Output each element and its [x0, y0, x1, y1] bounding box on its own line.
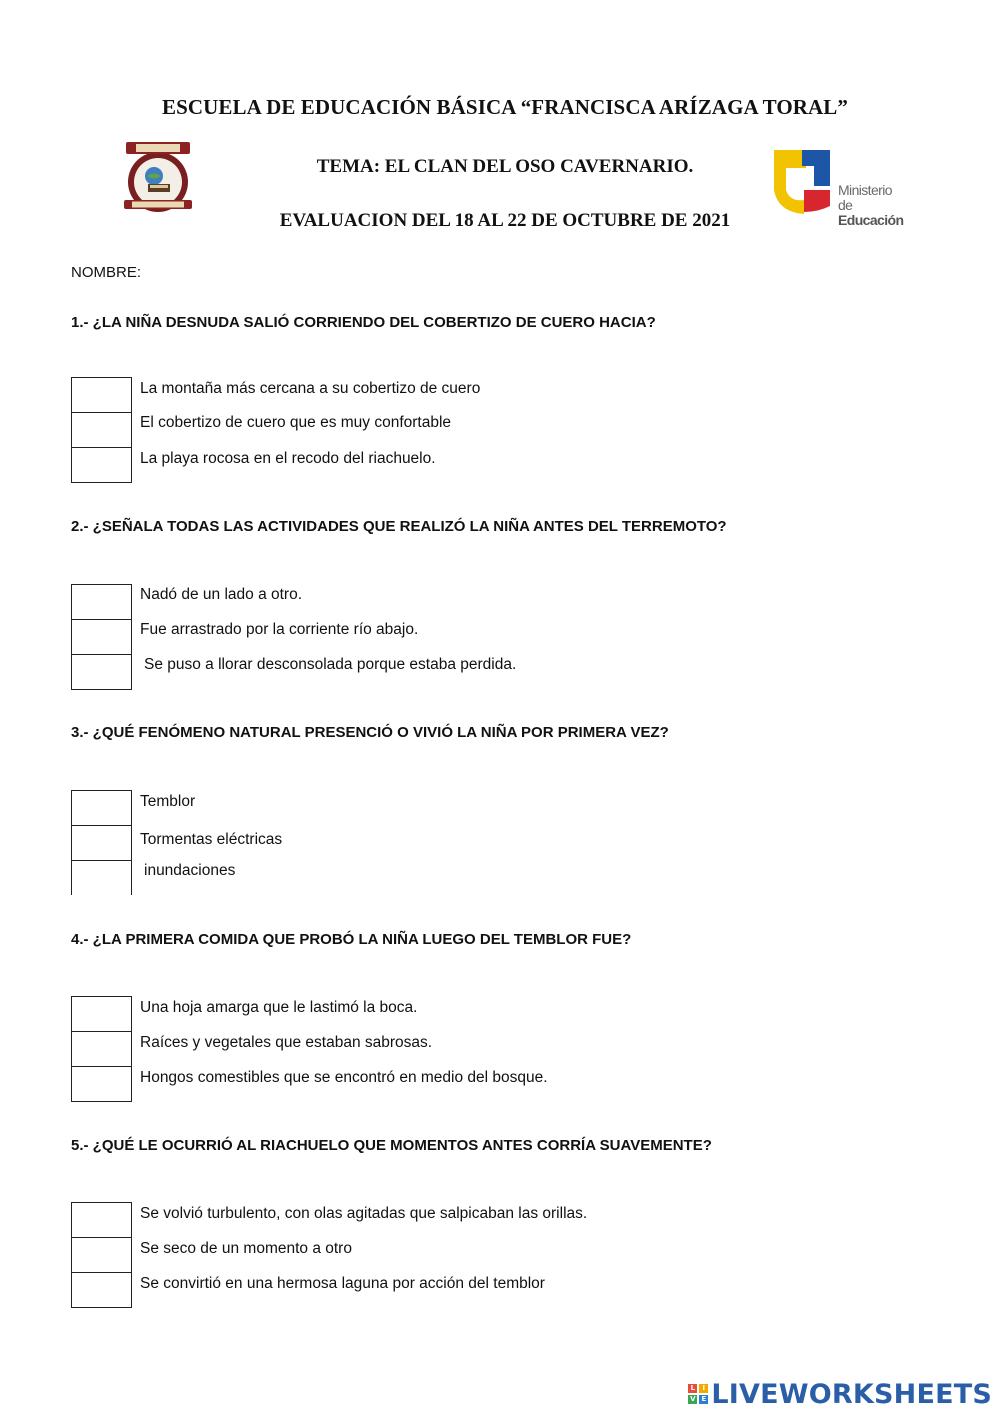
ministry-line2-prefix: de: [838, 197, 853, 213]
option-text-5a: Se volvió turbulento, con olas agitadas que salpicaban las orillas.: [140, 1205, 588, 1222]
answer-checkbox-5a[interactable]: [71, 1202, 132, 1237]
answer-checkbox-1c[interactable]: [71, 447, 132, 483]
option-text-5b: Se seco de un momento a otro: [140, 1240, 352, 1257]
liveworksheets-grid-icon: [688, 1384, 708, 1404]
answer-checkbox-3b[interactable]: [71, 825, 132, 860]
question-5: 5.- ¿QUÉ LE OCURRIÓ AL RIACHUELO QUE MOMENTOS ANTES CORRÍA SUAVEMENTE?: [71, 1137, 712, 1154]
option-text-4c: Hongos comestibles que se encontró en medio del bosque.: [140, 1069, 548, 1086]
answer-checkbox-3c[interactable]: [71, 860, 132, 895]
answer-checkbox-5b[interactable]: [71, 1237, 132, 1272]
option-text-4b: Raíces y vegetales que estaban sabrosas.: [140, 1034, 433, 1051]
answer-checkbox-3a[interactable]: [71, 790, 132, 825]
ministry-flag-icon: [768, 146, 830, 214]
question-3: 3.- ¿QUÉ FENÓMENO NATURAL PRESENCIÓ O VIVIÓ LA NIÑA POR PRIMERA VEZ?: [71, 724, 669, 741]
ministry-line2-bold: Educación: [838, 212, 904, 228]
evaluation-dates: EVALUACION DEL 18 AL 22 DE OCTUBRE DE 2021: [279, 210, 731, 231]
option-text-3a: Temblor: [140, 793, 196, 810]
question-2: 2.- ¿SEÑALA TODAS LAS ACTIVIDADES QUE REALIZÓ LA NIÑA ANTES DEL TERREMOTO?: [71, 518, 727, 535]
option-text-5c: Se convirtió en una hermosa laguna por acción del temblor: [140, 1275, 545, 1292]
grid-letter-l: L: [688, 1384, 697, 1393]
answer-checkbox-2b[interactable]: [71, 619, 132, 654]
ministry-logo: [768, 146, 918, 228]
ministry-line1: Ministerio: [838, 182, 892, 198]
answer-checkbox-2c[interactable]: [71, 654, 132, 690]
option-text-2a: Nadó de un lado a otro.: [140, 586, 303, 603]
grid-letter-i: I: [699, 1384, 708, 1393]
option-text-1c: La playa rocosa en el recodo del riachuelo.: [140, 450, 436, 467]
grid-letter-e: E: [699, 1395, 708, 1404]
topic-title: TEMA: EL CLAN DEL OSO CAVERNARIO.: [316, 156, 694, 177]
school-name: ESCUELA DE EDUCACIÓN BÁSICA “FRANCISCA ARÍZAGA TORAL”: [161, 95, 848, 119]
school-crest-icon: [118, 140, 198, 220]
answer-checkbox-4b[interactable]: [71, 1031, 132, 1066]
grid-letter-v: V: [690, 1395, 696, 1403]
ministry-name: [838, 183, 918, 228]
option-text-2b: Fue arrastrado por la corriente río abajo.: [140, 621, 419, 638]
option-text-3b: Tormentas eléctricas: [140, 831, 283, 848]
answer-checkbox-5c[interactable]: [71, 1272, 132, 1308]
option-text-1a: La montaña más cercana a su cobertizo de cuero: [140, 380, 481, 397]
option-text-2c: Se puso a llorar desconsolada porque estaba perdida.: [144, 656, 517, 673]
answer-checkbox-1b[interactable]: [71, 412, 132, 447]
answer-checkbox-2a[interactable]: [71, 584, 132, 619]
answer-checkbox-1a[interactable]: [71, 377, 132, 412]
option-text-3c: inundaciones: [144, 862, 236, 879]
name-label: NOMBRE:: [71, 264, 142, 281]
question-4: 4.- ¿LA PRIMERA COMIDA QUE PROBÓ LA NIÑA LUEGO DEL TEMBLOR FUE?: [71, 931, 632, 948]
option-text-4a: Una hoja amarga que le lastimó la boca.: [140, 999, 418, 1016]
question-1: 1.- ¿LA NIÑA DESNUDA SALIÓ CORRIENDO DEL COBERTIZO DE CUERO HACIA?: [71, 314, 656, 331]
liveworksheets-wordmark: LIVEWORKSHEETS: [711, 1378, 992, 1410]
liveworksheets-logo[interactable]: [688, 1376, 992, 1412]
option-text-1b: El cobertizo de cuero que es muy confortable: [140, 414, 452, 431]
answer-checkbox-4a[interactable]: [71, 996, 132, 1031]
answer-checkbox-4c[interactable]: [71, 1066, 132, 1102]
